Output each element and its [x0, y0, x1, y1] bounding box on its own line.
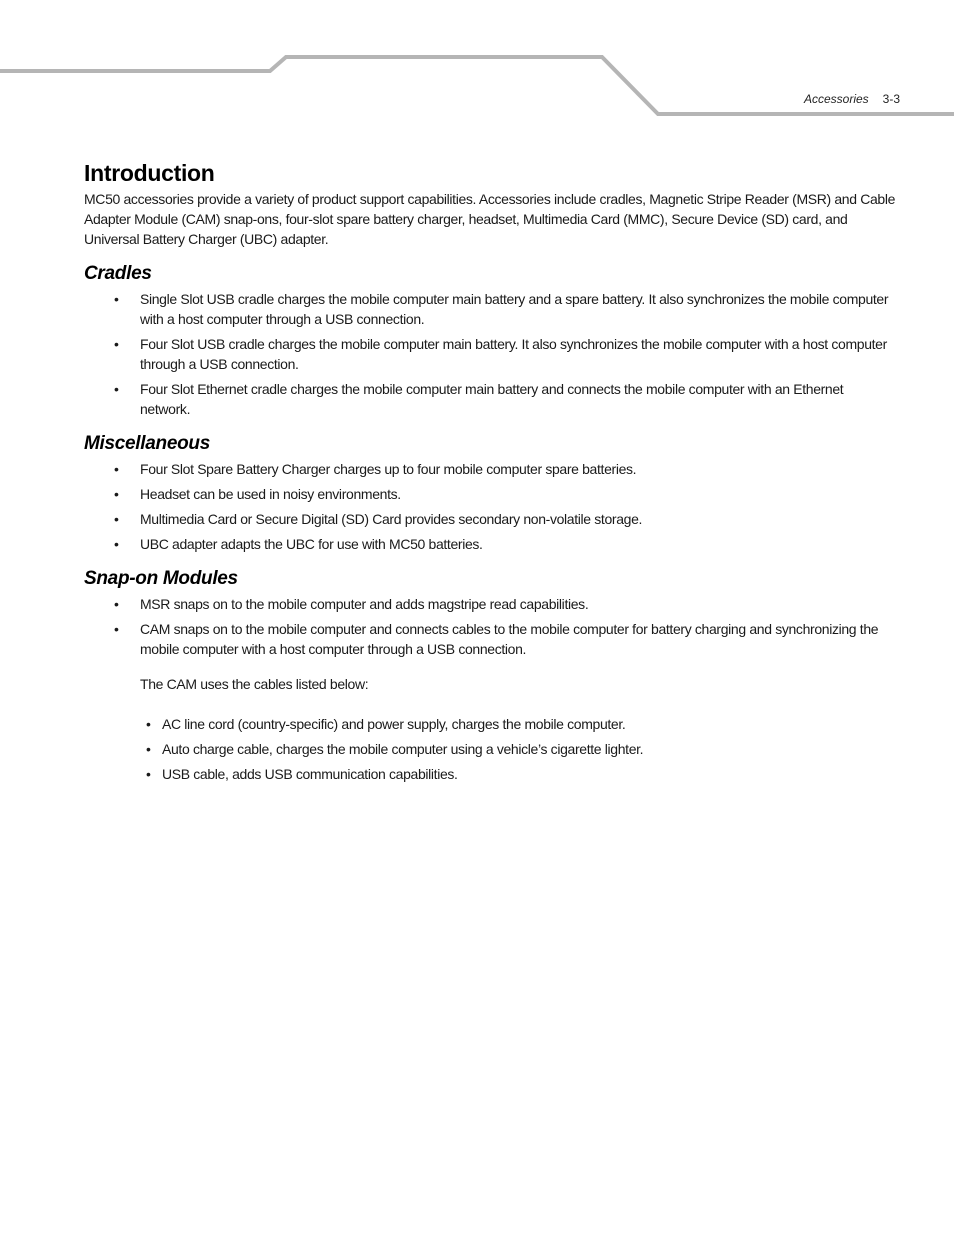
page-content: [84, 160, 896, 789]
running-header: [804, 92, 900, 106]
bullet-icon: •: [114, 381, 119, 397]
cradles-list: [84, 289, 896, 419]
bullet-icon: •: [114, 536, 119, 552]
miscellaneous-list: [84, 459, 896, 554]
list-item: [84, 619, 896, 659]
cam-cables-intro: The CAM uses the cables listed below:: [140, 676, 369, 692]
bullet-icon: •: [146, 716, 151, 732]
bullet-icon: •: [114, 336, 119, 352]
list-item-text: Headset can be used in noisy environments.: [140, 486, 401, 502]
bullet-icon: •: [114, 486, 119, 502]
bullet-icon: •: [114, 511, 119, 527]
list-item: [84, 334, 896, 374]
list-item-text: Multimedia Card or Secure Digital (SD) Card provides secondary non-volatile storage.: [140, 511, 643, 527]
page-number: 3-3: [882, 92, 900, 106]
introduction-heading: Introduction: [84, 160, 215, 186]
list-item-text: Four Slot Spare Battery Charger charges up to four mobile computer spare batteries.: [140, 461, 637, 477]
list-item: [84, 739, 896, 759]
list-item-text: Auto charge cable, charges the mobile computer using a vehicle’s cigarette lighter.: [162, 741, 644, 757]
running-header-section: Accessories: [803, 92, 869, 106]
bullet-icon: •: [114, 291, 119, 307]
list-item-text: MSR snaps on to the mobile computer and adds magstripe read capabilities.: [140, 596, 589, 612]
cam-cables-list: [84, 714, 896, 784]
list-item-text: Single Slot USB cradle charges the mobile computer main battery and a spare battery. It also synchronizes the mobile computer with a host computer through a USB connection.: [140, 291, 889, 327]
list-item-text: AC line cord (country-specific) and power supply, charges the mobile computer.: [162, 716, 626, 732]
list-item-text: CAM snaps on to the mobile computer and connects cables to the mobile computer for battery charging and synchronizing the mobile computer with a host computer through a USB connection.: [140, 621, 879, 657]
list-item: [84, 484, 896, 504]
list-item-text: UBC adapter adapts the UBC for use with MC50 batteries.: [140, 536, 483, 552]
list-item: [84, 289, 896, 329]
snapon-heading: Snap-on Modules: [84, 568, 238, 589]
list-item: [84, 594, 896, 614]
list-item-text: Four Slot Ethernet cradle charges the mobile computer main battery and connects the mobile computer with an Ethernet network.: [140, 381, 844, 417]
cradles-heading: Cradles: [84, 263, 152, 284]
miscellaneous-heading: Miscellaneous: [84, 433, 210, 454]
list-item-text: USB cable, adds USB communication capabilities.: [162, 766, 458, 782]
list-item: [84, 764, 896, 784]
list-item: [84, 509, 896, 529]
list-item: [84, 714, 896, 734]
bullet-icon: •: [114, 621, 119, 637]
bullet-icon: •: [146, 766, 151, 782]
snapon-list: [84, 594, 896, 659]
bullet-icon: •: [146, 741, 151, 757]
introduction-paragraph: MC50 accessories provide a variety of product support capabilities. Accessories include cradles, Magnetic Stripe Reader (MSR) and Cable Adapter Module (CAM) snap-ons, four-slot spare battery charger, headset, Multimedia Card (MMC), Secure Device (SD) card, and Universal Battery Charger (UBC) adapter.: [84, 191, 896, 247]
list-item: [84, 534, 896, 554]
list-item-text: Four Slot USB cradle charges the mobile computer main battery. It also synchronizes the mobile computer with a host computer through a USB connection.: [140, 336, 887, 372]
bullet-icon: •: [114, 596, 119, 612]
bullet-icon: •: [114, 461, 119, 477]
list-item: [84, 459, 896, 479]
list-item: [84, 379, 896, 419]
